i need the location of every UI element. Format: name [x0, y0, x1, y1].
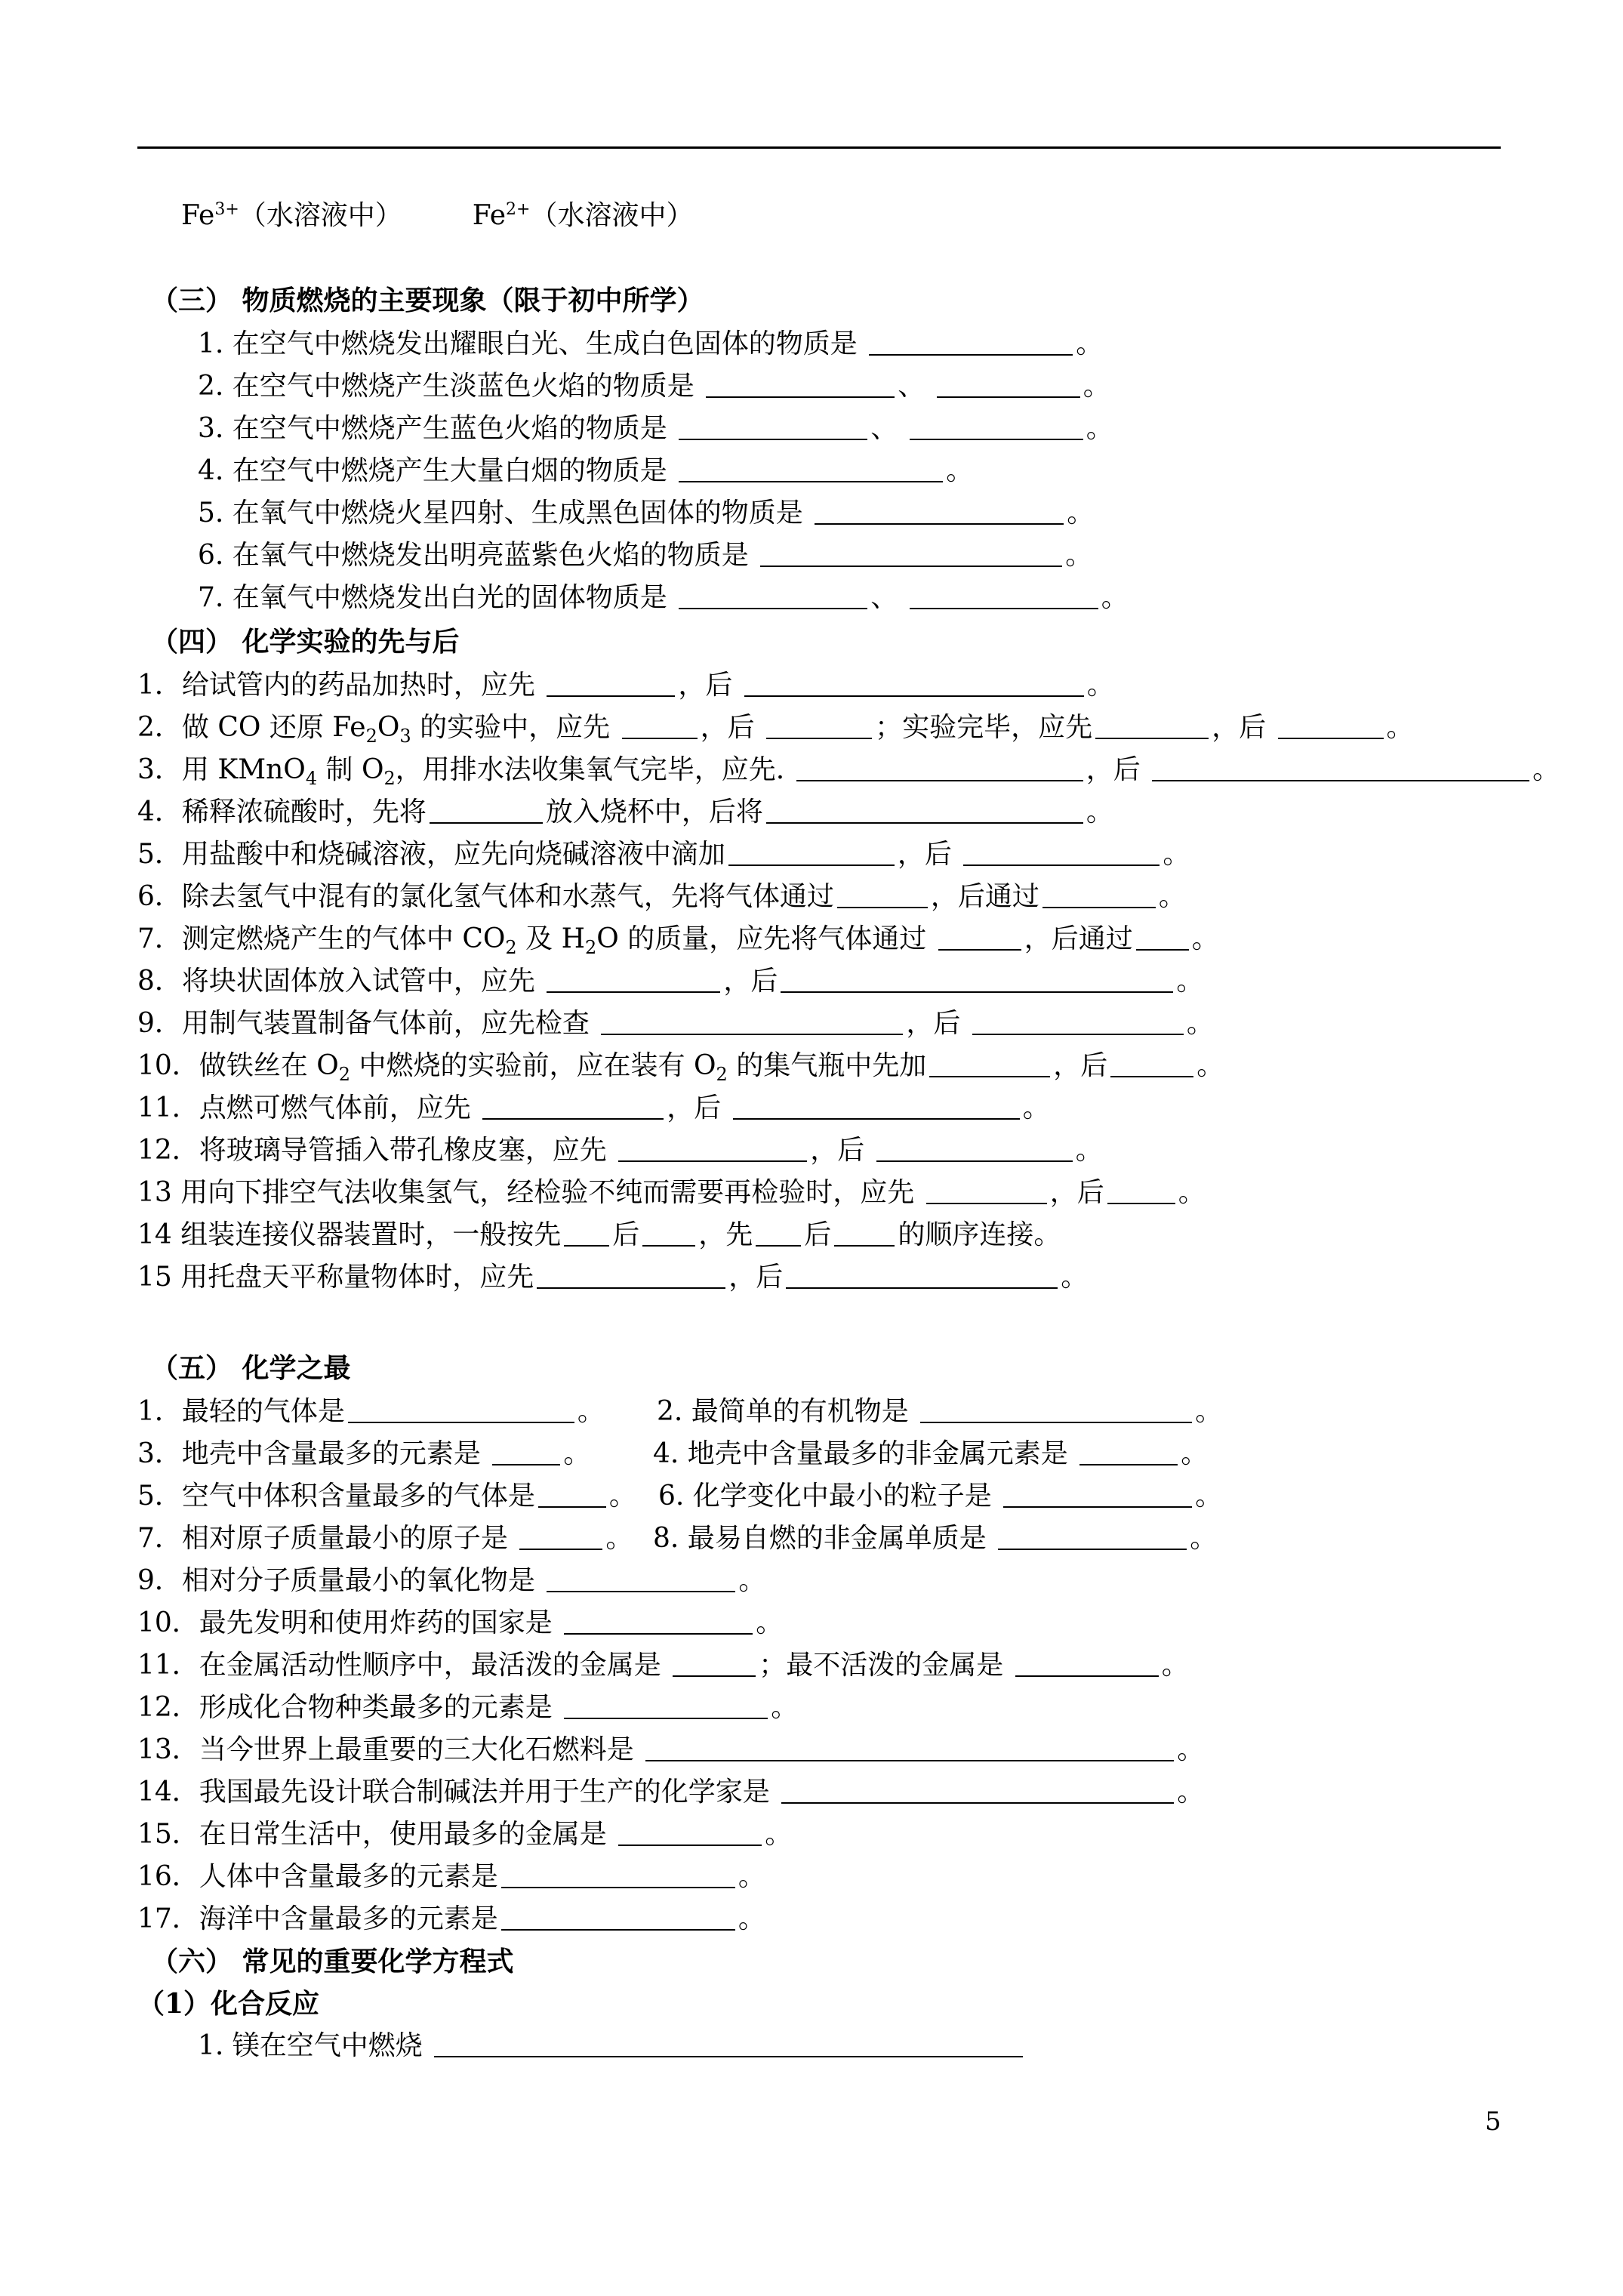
answer-blank[interactable] — [538, 1481, 606, 1508]
answer-blank[interactable] — [937, 371, 1080, 398]
answer-blank[interactable] — [1152, 754, 1529, 781]
answer-blank[interactable] — [430, 797, 543, 824]
answer-blank[interactable] — [834, 1219, 895, 1247]
answer-blank[interactable] — [492, 1438, 560, 1465]
answer-blank[interactable] — [1136, 923, 1189, 951]
s4-question-1: 1．给试管内的药品加热时，应先 ，后 。 — [137, 670, 1114, 701]
answer-blank[interactable] — [348, 1396, 574, 1423]
answer-blank[interactable] — [786, 1262, 1058, 1289]
section-5-heading: （五） 化学之最 — [151, 1352, 351, 1384]
s5-question-17: 17．海洋中含量最多的元素是 。 — [137, 1903, 765, 1934]
s3-question-6: 6. 在氧气中燃烧发出明亮蓝紫色火焰的物质是 。 — [198, 540, 1093, 571]
fe3-ion: $Fe^{3+}$（水溶液中） — [181, 200, 402, 231]
answer-blank[interactable] — [963, 839, 1160, 866]
answer-blank[interactable] — [564, 1692, 768, 1719]
answer-blank[interactable] — [926, 1177, 1047, 1204]
answer-blank[interactable] — [645, 1734, 1174, 1761]
fe2-ion: $Fe^{2+}$（水溶液中） — [472, 200, 694, 231]
answer-blank[interactable] — [1003, 1481, 1192, 1508]
answer-blank[interactable] — [733, 1093, 1020, 1120]
s5-question-8: 8. 最易自燃的非金属单质是 。 — [653, 1523, 1218, 1554]
s4-question-11: 11．点燃可燃气体前，应先 ，后 。 — [137, 1093, 1050, 1123]
iron-ions-line — [181, 198, 693, 234]
s4-question-10: 10．做铁丝在 $O_2$ 中燃烧的实验前，应在装有 $O_2$ 的集气瓶中先加 ，后 。 — [137, 1050, 1224, 1086]
answer-blank[interactable] — [679, 455, 943, 482]
answer-blank[interactable] — [618, 1819, 762, 1846]
answer-blank[interactable] — [760, 540, 1062, 567]
answer-blank[interactable] — [796, 754, 1083, 781]
answer-blank[interactable] — [482, 1093, 664, 1120]
s6-equation-1: 1. 镁在空气中燃烧 — [198, 2028, 1026, 2064]
answer-blank[interactable] — [564, 1607, 753, 1635]
s3-question-3: 3. 在空气中燃烧产生蓝色火焰的物质是 、 。 — [198, 413, 1113, 444]
s4-question-14: 14 组装连接仪器装置时，一般按先 后 ，先 后 的顺序连接。 — [137, 1219, 1061, 1250]
answer-blank[interactable] — [998, 1523, 1187, 1550]
answer-blank[interactable] — [642, 1219, 695, 1247]
subsection-combination-reactions: （1）化合反应 — [137, 1988, 320, 2020]
s4-question-5: 5．用盐酸中和烧碱溶液，应先向烧碱溶液中滴加 ，后 。 — [137, 839, 1190, 870]
answer-blank[interactable] — [910, 413, 1083, 440]
answer-blank[interactable] — [910, 582, 1098, 609]
answer-blank[interactable] — [706, 371, 895, 398]
answer-blank[interactable] — [744, 670, 1084, 697]
s4-question-9: 9．用制气装置制备气体前，应先检查 ，后 。 — [137, 1008, 1214, 1039]
answer-blank[interactable] — [601, 1008, 903, 1035]
answer-blank[interactable] — [547, 1565, 735, 1592]
answer-blank[interactable] — [766, 712, 872, 739]
s5-question-3: 3．地壳中含量最多的元素是 。 — [137, 1438, 591, 1469]
answer-blank[interactable] — [434, 2030, 1023, 2057]
answer-blank[interactable] — [501, 1861, 735, 1888]
answer-blank[interactable] — [781, 966, 1173, 993]
answer-blank[interactable] — [679, 413, 867, 440]
answer-blank[interactable] — [547, 670, 675, 697]
s4-question-12: 12．将玻璃导管插入带孔橡皮塞，应先 ，后 。 — [137, 1135, 1103, 1166]
s5-question-14: 14．我国最先设计联合制碱法并用于生产的化学家是 。 — [137, 1777, 1205, 1808]
s5-question-2: 2. 最简单的有机物是 。 — [657, 1396, 1223, 1427]
s4-question-7: 7．测定燃烧产生的气体中 $CO_2$ 及 $H_2O$ 的质量，应先将气体通过 ，后通过 。 — [137, 923, 1219, 959]
answer-blank[interactable] — [519, 1523, 602, 1550]
answer-blank[interactable] — [564, 1219, 609, 1247]
s5-question-11: 11．在金属活动性顺序中，最活泼的金属是 ；最不活泼的金属是 。 — [137, 1650, 1189, 1681]
s4-question-13: 13 用向下排空气法收集氢气，经检验不纯而需要再检验时，应先 ，后 。 — [137, 1177, 1206, 1208]
answer-blank[interactable] — [501, 1903, 735, 1931]
answer-blank[interactable] — [929, 1050, 1050, 1077]
s5-question-16: 16．人体中含量最多的元素是 。 — [137, 1861, 765, 1892]
s4-question-4: 4．稀释浓硫酸时，先将 放入烧杯中，后将 。 — [137, 797, 1113, 827]
answer-blank[interactable] — [972, 1008, 1184, 1035]
s3-question-5: 5. 在氧气中燃烧火星四射、生成黑色固体的物质是 。 — [198, 498, 1095, 529]
s5-question-9: 9．相对分子质量最小的氧化物是 。 — [137, 1565, 766, 1596]
answer-blank[interactable] — [673, 1650, 756, 1677]
answer-blank[interactable] — [1095, 712, 1209, 739]
answer-blank[interactable] — [876, 1135, 1073, 1162]
answer-blank[interactable] — [837, 881, 928, 908]
section-4-heading: （四） 化学实验的先与后 — [151, 626, 460, 658]
s3-question-4: 4. 在空气中燃烧产生大量白烟的物质是 。 — [198, 455, 974, 486]
answer-blank[interactable] — [1110, 1050, 1193, 1077]
s3-question-1: 1. 在空气中燃烧发出耀眼白光、生成白色固体的物质是 。 — [198, 328, 1104, 359]
answer-blank[interactable] — [618, 1135, 807, 1162]
s5-question-1: 1．最轻的气体是 。 — [137, 1396, 605, 1427]
page-number: 5 — [1485, 2106, 1501, 2137]
s5-question-4: 4. 地壳中含量最多的非金属元素是 。 — [653, 1438, 1209, 1469]
answer-blank[interactable] — [622, 712, 698, 739]
section-6-heading: （六） 常见的重要化学方程式 — [151, 1946, 514, 1977]
s3-question-7: 7. 在氧气中燃烧发出白光的固体物质是 、 。 — [198, 582, 1129, 613]
answer-blank[interactable] — [815, 498, 1064, 525]
answer-blank[interactable] — [1015, 1650, 1159, 1677]
s4-question-2: 2．做 CO 还原 $Fe_2O_3$ 的实验中，应先 ，后 ；实验完毕，应先 ，后 。 — [137, 712, 1414, 747]
s3-question-2: 2. 在空气中燃烧产生淡蓝色火焰的物质是 、 。 — [198, 371, 1110, 402]
header-rule — [137, 146, 1501, 149]
answer-blank[interactable] — [728, 839, 895, 866]
s5-question-10: 10．最先发明和使用炸药的国家是 。 — [137, 1607, 784, 1638]
answer-blank[interactable] — [1079, 1438, 1178, 1465]
answer-blank[interactable] — [920, 1396, 1192, 1423]
answer-blank[interactable] — [756, 1219, 801, 1247]
answer-blank[interactable] — [537, 1262, 725, 1289]
s4-question-15: 15 用托盘天平称量物体时，应先 ，后 。 — [137, 1262, 1089, 1293]
answer-blank[interactable] — [781, 1777, 1174, 1804]
s5-question-12: 12．形成化合物种类最多的元素是 。 — [137, 1692, 799, 1723]
s5-question-7: 7．相对原子质量最小的原子是 。 — [137, 1523, 633, 1554]
answer-blank[interactable] — [679, 582, 867, 609]
answer-blank[interactable] — [869, 328, 1073, 356]
answer-blank[interactable] — [1042, 881, 1156, 908]
answer-blank[interactable] — [938, 923, 1021, 951]
s4-question-3: 3．用 KMnO$_4$ 制 $O_2$，用排水法收集氧气完毕，应先. ，后 。 — [137, 754, 1560, 790]
answer-blank[interactable] — [1278, 712, 1384, 739]
s5-question-6: 6. 化学变化中最小的粒子是 。 — [658, 1481, 1223, 1512]
s5-question-15: 15．在日常生活中，使用最多的金属是 。 — [137, 1819, 793, 1850]
section-3-heading: （三） 物质燃烧的主要现象（限于初中所学） — [151, 285, 704, 316]
answer-blank[interactable] — [1107, 1177, 1175, 1204]
s5-question-5: 5．空气中体积含量最多的气体是 。 — [137, 1481, 636, 1512]
s4-question-8: 8．将块状固体放入试管中，应先 ，后 。 — [137, 966, 1204, 997]
answer-blank[interactable] — [766, 797, 1083, 824]
s4-question-6: 6．除去氢气中混有的氯化氢气体和水蒸气，先将气体通过 ，后通过 。 — [137, 881, 1186, 912]
s5-question-13: 13．当今世界上最重要的三大化石燃料是 。 — [137, 1734, 1205, 1765]
answer-blank[interactable] — [547, 966, 720, 993]
